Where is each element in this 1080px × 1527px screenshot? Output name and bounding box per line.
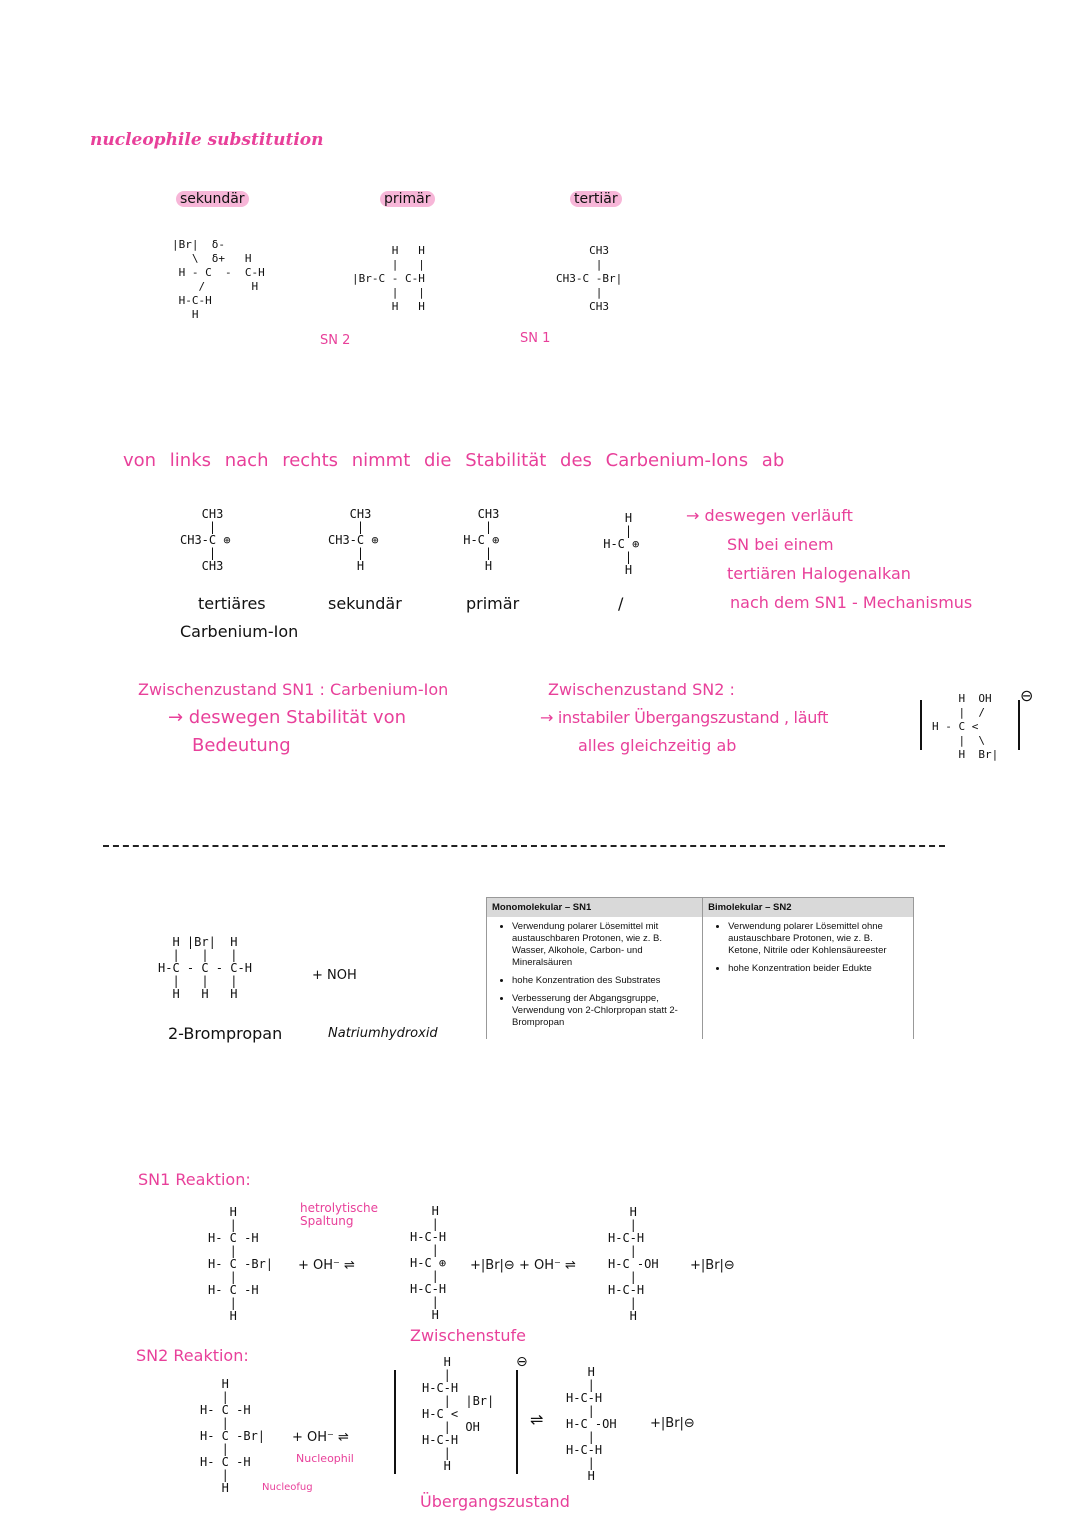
sn1-reaction-label: SN1 Reaktion: xyxy=(138,1170,251,1189)
plus-noh: + NOH xyxy=(312,968,357,983)
intermediate-label: Zwischenstufe xyxy=(410,1326,526,1345)
table-header: Bimolekular – SN2 xyxy=(703,898,914,918)
table-cell-sn1 xyxy=(487,917,703,1039)
molecule-2-brompropan: H |Br| H | | | H-C - C - C-H | | | H H H xyxy=(158,935,252,1001)
page-title: nucleophile substitution xyxy=(90,130,324,150)
list-item: • Verwendung polarer Lösemittel ohne austauschbare Protonen, wie z. B. Ketone, Nitrile oder Kohlensäureester xyxy=(728,921,908,957)
label-sekundaer xyxy=(176,188,249,207)
conclusion-line: tertiären Halogenalkan xyxy=(727,564,911,583)
noh-name: Natriumhydroxid xyxy=(328,1026,438,1041)
sn1-intermediate: Zwischenzustand SN1 : Carbenium-Ion xyxy=(138,680,449,699)
table-header: Monomolekular – SN1 xyxy=(487,898,703,918)
sn2-plus-oh: + OH⁻ ⇌ xyxy=(292,1430,349,1445)
label-tertiaer xyxy=(570,188,622,207)
sn1-reactant: H | H- C -H | H- C -Br| | H- C -H | H xyxy=(208,1205,274,1323)
sn2-intermediate: alles gleichzeitig ab xyxy=(578,736,737,755)
cation-label: / xyxy=(618,594,624,613)
molecule-sekundaer: |Br| δ- \ δ+ H H - C - C-H / H H-C-H H xyxy=(172,238,265,321)
cation-label: primär xyxy=(466,594,520,613)
charge-minus-icon: ⊖ xyxy=(1020,686,1034,705)
list-item: • Verbesserung der Abgangsgruppe, Verwendung von 2-Chlorpropan statt 2-Brompropan xyxy=(512,993,697,1029)
sn2-byproduct: +|Br|⊖ xyxy=(650,1416,695,1431)
sn2-intermediate: → instabiler Übergangszustand , läuft xyxy=(540,708,829,727)
equilibrium-arrow: ⇌ xyxy=(530,1410,544,1429)
list-item: • Verwendung polarer Lösemittel mit austauschbaren Protonen, wie z. B. Wasser, Alkohole, Carbon- und Mineralsäuren xyxy=(512,921,697,969)
cation-secondary: CH3 | CH3-C ⊕ | H xyxy=(328,507,379,573)
cation-label: tertiäres xyxy=(198,594,266,613)
molecule-tertiaer: CH3 | CH3-C -Br| | CH3 xyxy=(556,244,623,313)
sn1-intermediate: → deswegen Stabilität von xyxy=(168,707,406,728)
mechanism-sn2: SN 2 xyxy=(320,333,351,348)
nucleofuge-label: Nucleofug xyxy=(262,1482,313,1493)
mechanism-sn1: SN 1 xyxy=(520,331,551,346)
cation-label: sekundär xyxy=(328,594,402,613)
label-primaer xyxy=(380,188,435,207)
reactant-name: 2-Brompropan xyxy=(168,1024,283,1043)
nucleophile-label: Nucleophil xyxy=(296,1452,354,1465)
sn2-product: H | H-C-H | H-C -OH | H-C-H | H xyxy=(566,1365,617,1483)
sn1-plus-oh: + OH⁻ ⇌ xyxy=(298,1258,355,1273)
ts-label: Übergangszustand xyxy=(420,1492,570,1511)
sn1-product: H | H-C-H | H-C -OH | H-C-H | H xyxy=(608,1205,659,1323)
sn2-intermediate: Zwischenzustand SN2 : xyxy=(548,680,735,699)
conclusion-line: nach dem SN1 - Mechanismus xyxy=(730,593,973,612)
label-text: sekundär xyxy=(176,191,249,207)
sn1-intermediate-molecule: H | H-C-H | H-C ⊕ | H-C-H | H xyxy=(410,1204,447,1322)
cation-methyl: H | H-C ⊕ | H xyxy=(603,511,640,577)
transition-state-molecule: H OH | / H - C < | \ H Br| xyxy=(932,692,999,761)
label-text: tertiär xyxy=(570,191,622,207)
divider xyxy=(103,845,945,847)
comparison-table xyxy=(486,897,914,1039)
sn1-intermediate: Bedeutung xyxy=(192,735,291,756)
sn1-plus-br: +|Br|⊖ + OH⁻ ⇌ xyxy=(470,1258,576,1273)
sn1-byproduct: +|Br|⊖ xyxy=(690,1258,735,1273)
conclusion-line: SN bei einem xyxy=(727,535,834,554)
molecule-primaer: H H | | |Br-C - C-H | | H H xyxy=(352,244,425,313)
cation-primary: CH3 | H-C ⊕ | H xyxy=(463,507,500,573)
sn2-reactant: H | H- C -H | H- C -Br| | H- C -H | H xyxy=(200,1377,266,1495)
conclusion-line: → deswegen verläuft xyxy=(686,506,853,525)
table-cell-sn2 xyxy=(703,917,914,1039)
sn2-reaction-label: SN2 Reaktion: xyxy=(136,1346,249,1365)
heterolytic-annotation: hetrolytische Spaltung xyxy=(300,1201,379,1228)
sn2-transition-state: H | H-C-H | |Br| H-C < | OH H-C-H | H xyxy=(422,1355,495,1473)
list-item: • hohe Konzentration beider Edukte xyxy=(728,963,908,975)
cation-tertiary: CH3 | CH3-C ⊕ | CH3 xyxy=(180,507,231,573)
charge-minus-icon: ⊖ xyxy=(516,1354,528,1370)
list-item: • hohe Konzentration des Substrates xyxy=(512,975,697,987)
label-text: primär xyxy=(380,191,435,207)
stability-sentence: von links nach rechts nimmt die Stabilität des Carbenium-Ions ab xyxy=(123,450,785,471)
cation-label: Carbenium-Ion xyxy=(180,622,299,641)
